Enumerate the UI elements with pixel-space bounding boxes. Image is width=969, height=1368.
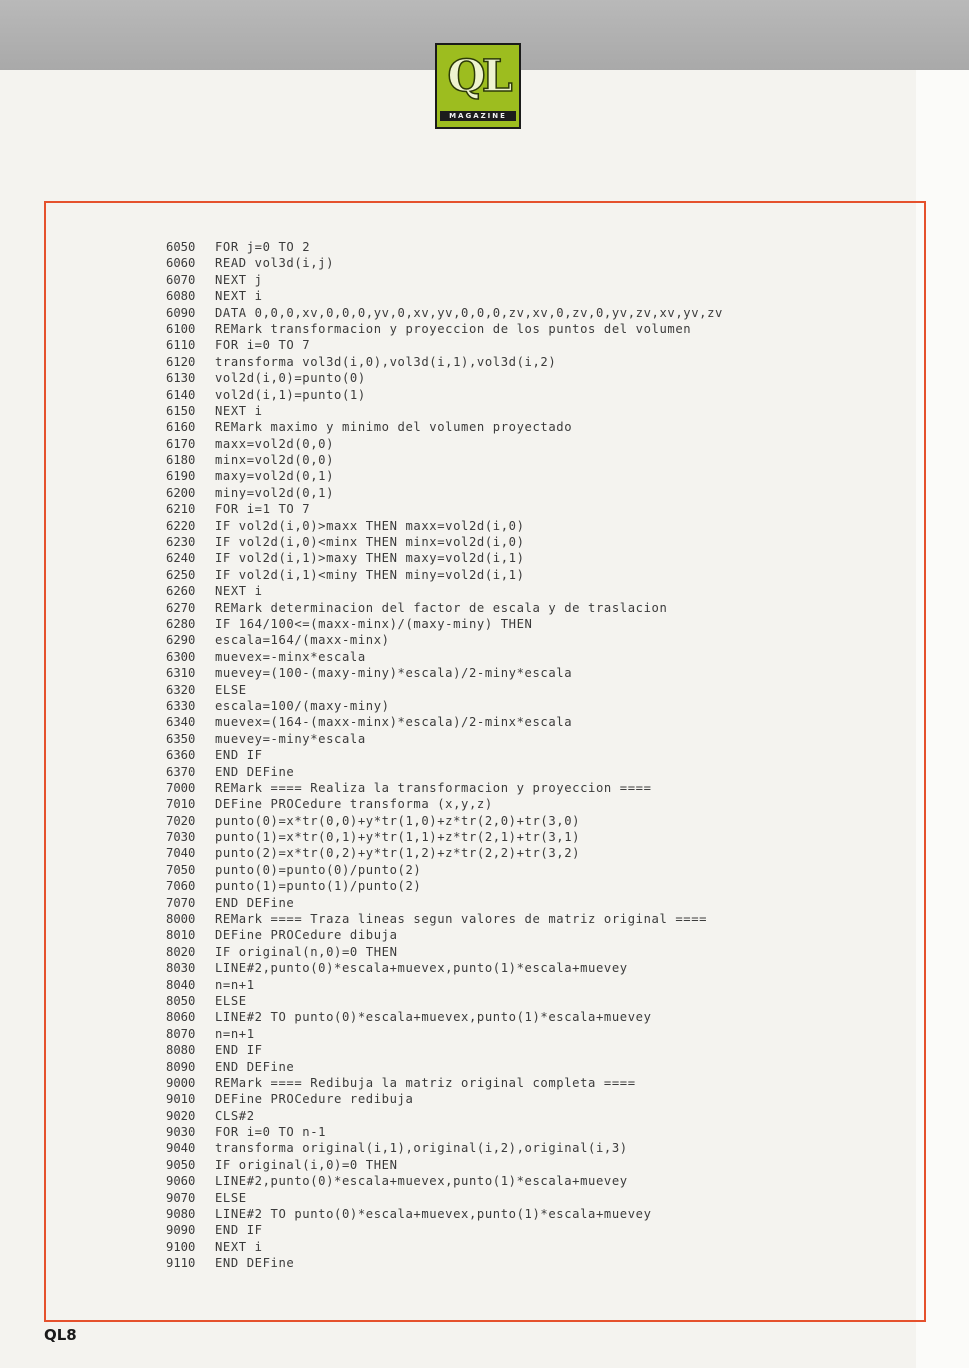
line-number: 7030 [166, 830, 196, 845]
line-code: vol2d(i,1)=punto(1) [215, 387, 366, 402]
line-code: muevex=(164-(maxx-minx)*escala)/2-minx*escala [215, 715, 573, 730]
line-number: 9060 [166, 1174, 196, 1189]
line-number: 8070 [166, 1026, 196, 1041]
code-line [166, 1009, 866, 1025]
code-line [166, 714, 866, 730]
line-number: 6280 [166, 616, 196, 631]
line-number: 6300 [166, 649, 196, 664]
line-code: ELSE [215, 993, 247, 1008]
line-code: END DEFine [215, 1059, 295, 1074]
line-code: LINE#2 TO punto(0)*escala+muevex,punto(1)*escala+muevey [215, 1010, 652, 1025]
line-number: 6260 [166, 584, 196, 599]
code-line [166, 862, 866, 878]
line-code: DEFine PROCedure transforma (x,y,z) [215, 797, 493, 812]
code-line [166, 1190, 866, 1206]
line-number: 9030 [166, 1125, 196, 1140]
line-code: IF vol2d(i,0)<minx THEN minx=vol2d(i,0) [215, 535, 525, 550]
line-number: 8030 [166, 961, 196, 976]
code-line [166, 977, 866, 993]
line-code: ELSE [215, 682, 247, 697]
code-line [166, 1222, 866, 1238]
code-line [166, 993, 866, 1009]
logo-mark: QL [447, 51, 509, 102]
line-number: 7010 [166, 797, 196, 812]
code-line [166, 1206, 866, 1222]
line-number: 9040 [166, 1141, 196, 1156]
line-number: 8040 [166, 977, 196, 992]
line-number: 9010 [166, 1092, 196, 1107]
line-code: muevey=-miny*escala [215, 731, 366, 746]
line-code: DEFine PROCedure dibuja [215, 928, 398, 943]
line-number: 6330 [166, 698, 196, 713]
line-number: 6080 [166, 289, 196, 304]
code-line [166, 1075, 866, 1091]
line-code: IF vol2d(i,0)>maxx THEN maxx=vol2d(i,0) [215, 518, 525, 533]
line-number: 6070 [166, 272, 196, 287]
line-number: 7050 [166, 862, 196, 877]
line-number: 6370 [166, 764, 196, 779]
line-code: IF 164/100<=(maxx-minx)/(maxy-miny) THEN [215, 616, 533, 631]
code-line [166, 747, 866, 763]
code-line [166, 796, 866, 812]
line-number: 6230 [166, 535, 196, 550]
line-code: REMark maximo y minimo del volumen proyectado [215, 420, 573, 435]
line-number: 6210 [166, 502, 196, 517]
line-number: 8090 [166, 1059, 196, 1074]
line-number: 6200 [166, 485, 196, 500]
line-number: 6110 [166, 338, 196, 353]
line-number: 6090 [166, 305, 196, 320]
code-line [166, 288, 866, 304]
line-code: ELSE [215, 1190, 247, 1205]
line-code: punto(2)=x*tr(0,2)+y*tr(1,2)+z*tr(2,2)+tr(3,2) [215, 846, 581, 861]
line-code: IF original(n,0)=0 THEN [215, 944, 398, 959]
line-code: LINE#2,punto(0)*escala+muevex,punto(1)*escala+muevey [215, 961, 628, 976]
line-number: 6340 [166, 715, 196, 730]
code-line [166, 387, 866, 403]
code-line [166, 1255, 866, 1271]
code-line [166, 600, 866, 616]
code-line [166, 370, 866, 386]
line-code: REMark ==== Redibuja la matriz original completa ==== [215, 1075, 636, 1090]
line-code: DEFine PROCedure redibuja [215, 1092, 414, 1107]
line-code: END IF [215, 748, 263, 763]
line-code: REMark determinacion del factor de escala y de traslacion [215, 600, 668, 615]
line-code: n=n+1 [215, 1026, 255, 1041]
code-line [166, 468, 866, 484]
code-line [166, 321, 866, 337]
code-line [166, 632, 866, 648]
code-line [166, 239, 866, 255]
code-line [166, 534, 866, 550]
code-line [166, 567, 866, 583]
line-code: NEXT j [215, 272, 263, 287]
line-number: 6150 [166, 403, 196, 418]
line-code: transforma vol3d(i,0),vol3d(i,1),vol3d(i,2) [215, 354, 557, 369]
code-line [166, 255, 866, 271]
line-code: n=n+1 [215, 977, 255, 992]
line-code: maxy=vol2d(0,1) [215, 469, 335, 484]
line-code: NEXT i [215, 1239, 263, 1254]
code-line [166, 452, 866, 468]
line-number: 6350 [166, 731, 196, 746]
line-number: 6190 [166, 469, 196, 484]
code-line [166, 960, 866, 976]
logo-band: MAGAZINE [440, 111, 516, 121]
code-line [166, 501, 866, 517]
line-code: NEXT i [215, 403, 263, 418]
code-line [166, 419, 866, 435]
code-line [166, 780, 866, 796]
code-line [166, 485, 866, 501]
line-code: REMark ==== Traza lineas segun valores de matriz original ==== [215, 912, 708, 927]
code-line [166, 305, 866, 321]
code-line [166, 272, 866, 288]
line-number: 6100 [166, 321, 196, 336]
line-number: 8000 [166, 912, 196, 927]
code-line [166, 665, 866, 681]
code-line [166, 1140, 866, 1156]
code-line [166, 1042, 866, 1058]
line-number: 8080 [166, 1043, 196, 1058]
line-number: 8060 [166, 1010, 196, 1025]
code-line [166, 337, 866, 353]
code-line [166, 649, 866, 665]
line-code: punto(0)=punto(0)/punto(2) [215, 862, 422, 877]
line-code: REMark transformacion y proyeccion de los puntos del volumen [215, 321, 692, 336]
code-line [166, 731, 866, 747]
code-line [166, 616, 866, 632]
line-code: punto(1)=punto(1)/punto(2) [215, 879, 422, 894]
line-number: 6050 [166, 240, 196, 254]
line-code: FOR i=1 TO 7 [215, 502, 311, 517]
line-number: 8020 [166, 944, 196, 959]
code-line [166, 354, 866, 370]
line-code: LINE#2,punto(0)*escala+muevex,punto(1)*escala+muevey [215, 1174, 628, 1189]
code-line [166, 583, 866, 599]
line-code: DATA 0,0,0,xv,0,0,0,yv,0,xv,yv,0,0,0,zv,xv,0,zv,0,yv,zv,xv,yv,zv [215, 305, 723, 320]
code-line [166, 403, 866, 419]
line-number: 7020 [166, 813, 196, 828]
code-line [166, 550, 866, 566]
code-line [166, 878, 866, 894]
line-number: 7040 [166, 846, 196, 861]
line-code: NEXT i [215, 289, 263, 304]
line-code: IF vol2d(i,1)>maxy THEN maxy=vol2d(i,1) [215, 551, 525, 566]
line-number: 6180 [166, 453, 196, 468]
line-code: END DEFine [215, 895, 295, 910]
line-number: 6060 [166, 256, 196, 271]
code-line [166, 1124, 866, 1140]
code-line [166, 1026, 866, 1042]
line-number: 9080 [166, 1207, 196, 1222]
line-code: muevex=-minx*escala [215, 649, 366, 664]
line-code: escala=100/(maxy-miny) [215, 698, 390, 713]
line-code: punto(0)=x*tr(0,0)+y*tr(1,0)+z*tr(2,0)+tr(3,0) [215, 813, 581, 828]
line-code: maxx=vol2d(0,0) [215, 436, 335, 451]
line-number: 6360 [166, 748, 196, 763]
line-code: escala=164/(maxx-minx) [215, 633, 390, 648]
line-code: muevey=(100-(maxy-miny)*escala)/2-miny*escala [215, 666, 573, 681]
line-number: 9110 [166, 1256, 196, 1271]
line-code: END DEFine [215, 764, 295, 779]
code-line [166, 436, 866, 452]
code-line [166, 1059, 866, 1075]
ql-magazine-logo [435, 43, 521, 129]
code-line [166, 518, 866, 534]
line-number: 9090 [166, 1223, 196, 1238]
line-code: minx=vol2d(0,0) [215, 453, 335, 468]
code-line [166, 1108, 866, 1124]
code-line [166, 911, 866, 927]
line-code: READ vol3d(i,j) [215, 256, 335, 271]
line-code: LINE#2 TO punto(0)*escala+muevex,punto(1)*escala+muevey [215, 1207, 652, 1222]
line-number: 7060 [166, 879, 196, 894]
line-number: 6270 [166, 600, 196, 615]
line-number: 6130 [166, 371, 196, 386]
line-code: END IF [215, 1043, 263, 1058]
line-code: CLS#2 [215, 1108, 255, 1123]
page-folio: QL8 [44, 1326, 77, 1344]
code-line [166, 698, 866, 714]
line-code: transforma original(i,1),original(i,2),original(i,3) [215, 1141, 628, 1156]
line-number: 6170 [166, 436, 196, 451]
code-line [166, 764, 866, 780]
code-line [166, 927, 866, 943]
line-number: 9000 [166, 1075, 196, 1090]
line-number: 6160 [166, 420, 196, 435]
line-number: 6250 [166, 567, 196, 582]
line-number: 9020 [166, 1108, 196, 1123]
line-number: 6240 [166, 551, 196, 566]
code-line [166, 895, 866, 911]
code-line [166, 1157, 866, 1173]
line-number: 6120 [166, 354, 196, 369]
code-line [166, 1239, 866, 1255]
code-line [166, 1091, 866, 1107]
line-number: 8010 [166, 928, 196, 943]
line-code: FOR i=0 TO n-1 [215, 1125, 327, 1140]
line-code: NEXT i [215, 584, 263, 599]
line-number: 7070 [166, 895, 196, 910]
line-code: FOR i=0 TO 7 [215, 338, 311, 353]
line-code: REMark ==== Realiza la transformacion y proyeccion ==== [215, 780, 652, 795]
code-line [166, 944, 866, 960]
line-number: 6290 [166, 633, 196, 648]
line-code: IF vol2d(i,1)<miny THEN miny=vol2d(i,1) [215, 567, 525, 582]
line-code: punto(1)=x*tr(0,1)+y*tr(1,1)+z*tr(2,1)+tr(3,1) [215, 830, 581, 845]
code-line [166, 845, 866, 861]
line-code: END IF [215, 1223, 263, 1238]
line-number: 9050 [166, 1157, 196, 1172]
line-number: 7000 [166, 780, 196, 795]
line-number: 8050 [166, 993, 196, 1008]
code-line [166, 829, 866, 845]
line-number: 9100 [166, 1239, 196, 1254]
code-line [166, 813, 866, 829]
line-number: 6220 [166, 518, 196, 533]
line-number: 6310 [166, 666, 196, 681]
line-code: vol2d(i,0)=punto(0) [215, 371, 366, 386]
code-line [166, 1173, 866, 1189]
code-line [166, 682, 866, 698]
line-code: END DEFine [215, 1256, 295, 1271]
line-number: 6320 [166, 682, 196, 697]
line-number: 6140 [166, 387, 196, 402]
line-code: IF original(i,0)=0 THEN [215, 1157, 398, 1172]
line-number: 9070 [166, 1190, 196, 1205]
line-code: miny=vol2d(0,1) [215, 485, 335, 500]
program-listing [166, 239, 866, 1272]
line-code: FOR j=0 TO 2 [215, 240, 311, 254]
